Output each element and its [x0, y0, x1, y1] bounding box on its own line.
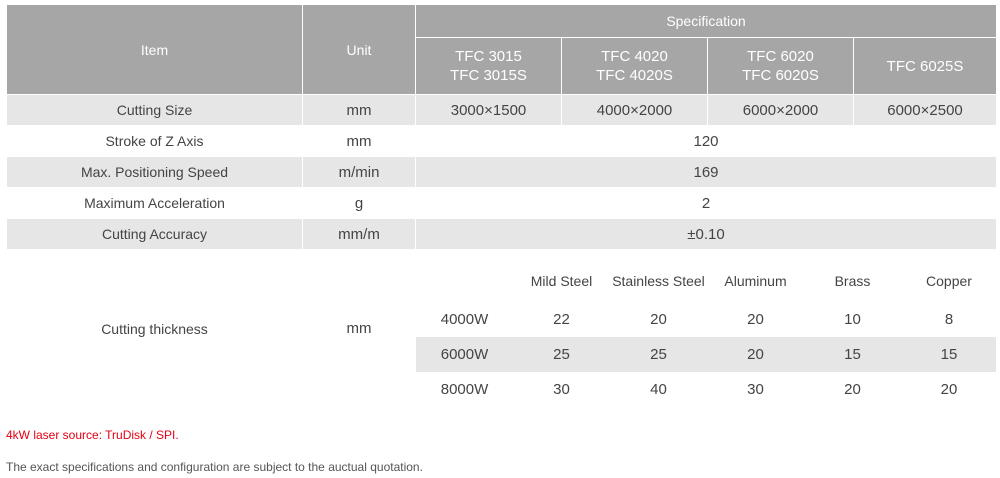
laser-source-note: 4kW laser source: TruDisk / SPI. [6, 428, 179, 442]
thickness-header-row [416, 250, 997, 302]
thickness-value: 20 [940, 381, 958, 398]
thickness-value: 40 [650, 381, 667, 398]
row-unit: g [303, 188, 416, 219]
material-header: Mild Steel [530, 273, 593, 289]
row-label: Cutting thickness [7, 250, 303, 408]
thickness-value: 30 [747, 381, 764, 398]
header-specification: Specification [416, 5, 997, 38]
row-label: Maximum Acceleration [7, 188, 303, 219]
row-value: 2 [416, 188, 997, 219]
thickness-table [416, 250, 997, 407]
thickness-row [416, 372, 997, 407]
row-acceleration [7, 188, 997, 219]
thickness-value: 20 [650, 311, 667, 328]
row-value: 6000×2000 [708, 95, 854, 126]
row-unit: mm [303, 250, 416, 408]
thickness-header-blank [416, 250, 513, 302]
thickness-value: 10 [844, 311, 861, 328]
row-unit: m/min [303, 157, 416, 188]
row-value: ±0.10 [416, 219, 997, 250]
power-label: 8000W [440, 381, 489, 398]
disclaimer-note: The exact specifications and configuration are subject to the auctual quotation. [6, 460, 423, 474]
row-value: 120 [416, 126, 997, 157]
thickness-value: 25 [513, 337, 610, 372]
header-unit: Unit [303, 5, 416, 95]
header-model-2: TFC 4020 TFC 4020S [562, 38, 708, 95]
thickness-value: 30 [553, 381, 570, 398]
thickness-value: 22 [553, 311, 570, 328]
material-header: Copper [926, 273, 972, 289]
row-unit: mm [303, 95, 416, 126]
row-value: 4000×2000 [562, 95, 708, 126]
row-unit: mm [303, 126, 416, 157]
thickness-value: 15 [901, 337, 997, 372]
header-model-4: TFC 6025S [854, 38, 997, 95]
row-cutting-thickness [7, 250, 997, 408]
row-speed [7, 157, 997, 188]
row-label: Stroke of Z Axis [7, 126, 303, 157]
thickness-value: 20 [747, 311, 764, 328]
row-label: Max. Positioning Speed [7, 157, 303, 188]
thickness-row [416, 302, 997, 337]
header-model-3: TFC 6020 TFC 6020S [708, 38, 854, 95]
material-header: Stainless Steel [612, 273, 705, 289]
row-label: Cutting Accuracy [7, 219, 303, 250]
row-value: 169 [416, 157, 997, 188]
thickness-table-cell [416, 250, 997, 408]
thickness-value: 20 [844, 381, 861, 398]
row-accuracy [7, 219, 997, 250]
row-cutting-size [7, 95, 997, 126]
thickness-value: 20 [707, 337, 804, 372]
row-unit: mm/m [303, 219, 416, 250]
material-header: Brass [834, 273, 871, 289]
power-label: 6000W [416, 337, 513, 372]
thickness-value: 25 [610, 337, 707, 372]
row-stroke [7, 126, 997, 157]
row-value: 3000×1500 [416, 95, 562, 126]
thickness-value: 8 [944, 311, 954, 328]
material-header: Aluminum [724, 273, 787, 289]
row-value: 6000×2500 [854, 95, 997, 126]
thickness-value: 15 [804, 337, 901, 372]
row-label: Cutting Size [7, 95, 303, 126]
spec-table [6, 4, 997, 408]
thickness-row [416, 337, 997, 372]
header-item: Item [7, 5, 303, 95]
power-label: 4000W [440, 311, 489, 328]
header-model-1: TFC 3015 TFC 3015S [416, 38, 562, 95]
